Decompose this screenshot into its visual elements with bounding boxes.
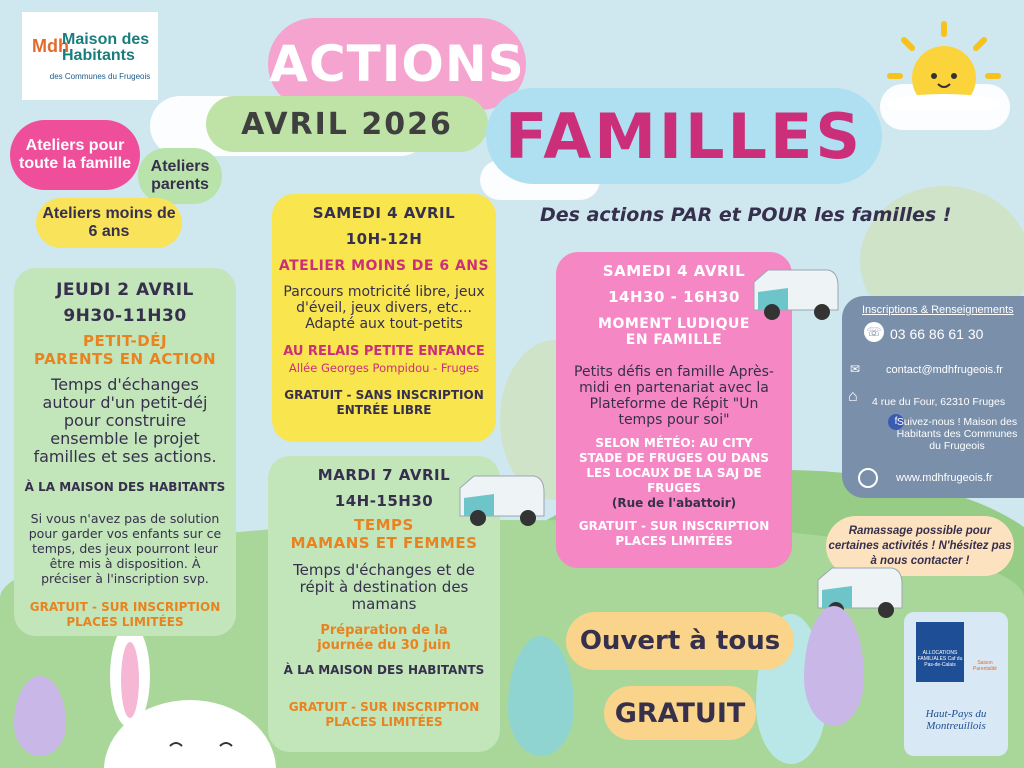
contact-website[interactable]: www.mdhfrugeois.fr (896, 472, 993, 484)
event-time: 9H30-11H30 (63, 306, 187, 326)
logo-title: Maison des Habitants (62, 31, 150, 64)
event-place: À LA MAISON DES HABITANTS (283, 663, 485, 677)
logo (22, 12, 158, 100)
saison-logo: Saison Parentalité (973, 660, 997, 672)
event-time: 10H-12H (345, 230, 423, 248)
contact-heading: Inscriptions & Renseignements (862, 304, 1014, 316)
globe-icon (858, 468, 878, 488)
event-title: PARENTS EN ACTION (33, 350, 217, 368)
open-to-all-badge: Ouvert à tous (566, 612, 794, 670)
event-card-samedi-atelier (272, 194, 496, 442)
tag-parents: Ateliers parents (138, 148, 222, 204)
event-place: À LA MAISON DES HABITANTS (24, 480, 226, 494)
event-time: 14H30 - 16H30 (608, 288, 740, 306)
event-date: JEUDI 2 AVRIL (56, 280, 194, 300)
sun-icon (884, 20, 1004, 110)
home-icon: ⌂ (848, 388, 858, 405)
event-date: MARDI 7 AVRIL (317, 466, 451, 484)
event-place: AU RELAIS PETITE ENFANCE (283, 344, 485, 359)
van-icon (454, 468, 550, 532)
event-description: Petits défis en famille Après-midi en partenariat avec la Plateforme de Répit "Un temps pour soi" (574, 364, 774, 428)
facebook-icon[interactable]: f (888, 414, 904, 430)
event-title: MOMENT LUDIQUE (598, 316, 750, 332)
event-price: GRATUIT - SANS INSCRIPTION (284, 388, 484, 402)
caf-logo: ALLOCATIONS FAMILIALES Caf du Pas-de-Calais (916, 622, 964, 682)
event-entry: ENTRÉE LIBRE (336, 403, 432, 417)
free-badge: GRATUIT (604, 686, 756, 740)
contact-panel (842, 296, 1024, 498)
pickup-text: Ramassage possible pour certaines activités ! N'hésitez pas à nous contacter ! (828, 524, 1012, 567)
event-title: PETIT-DÉJ (82, 332, 168, 350)
contact-follow: Suivez-nous ! Maison des Habitants des Communes du Frugeois (896, 416, 1018, 452)
event-price: GRATUIT - SUR INSCRIPTION (29, 600, 221, 614)
event-places: PLACES LIMITÉES (615, 534, 733, 548)
title-month: AVRIL 2026 (206, 96, 488, 152)
logo-subtitle: des Communes du Frugeois (49, 72, 151, 81)
logo-mark: Mdh (32, 36, 69, 56)
event-title: ATELIER MOINS DE 6 ANS (278, 258, 490, 274)
event-title: MAMANS ET FEMMES (290, 534, 478, 552)
event-prep: Préparation de la journée du 30 juin (317, 623, 451, 653)
event-date: SAMEDI 4 AVRIL (602, 262, 746, 280)
title-familles: FAMILLES (486, 88, 882, 184)
mail-icon: ✉ (850, 362, 861, 376)
contact-phone[interactable]: 03 66 86 61 30 (890, 326, 984, 342)
contact-address: 4 rue du Four, 62310 Fruges (872, 396, 1006, 408)
event-description: Temps d'échanges et de répit à destination des mamans (293, 561, 475, 613)
tagline: Des actions PAR et POUR les familles ! (540, 204, 952, 226)
event-title: EN FAMILLE (625, 332, 723, 348)
event-street: (Rue de l'abattoir) (611, 496, 737, 510)
event-card-jeudi (14, 268, 236, 636)
event-places: PLACES LIMITÉES (325, 715, 443, 729)
van-icon (748, 262, 844, 326)
tag-under-6: Ateliers moins de 6 ans (36, 198, 182, 248)
event-time: 14H-15H30 (334, 492, 434, 510)
event-description: Temps d'échanges autour d'un petit-déj pour construire ensemble le projet familles et ses actions. (33, 375, 217, 466)
partners-panel (904, 612, 1008, 756)
event-address: Allée Georges Pompidou - Fruges (288, 361, 480, 375)
event-places: PLACES LIMITÉES (66, 615, 184, 629)
title-actions: ACTIONS (268, 18, 526, 110)
event-date: SAMEDI 4 AVRIL (312, 204, 456, 222)
phone-icon: ☏ (864, 322, 884, 342)
tag-family: Ateliers pour toute la famille (10, 120, 140, 190)
hpm-logo: Haut-Pays du Montreuillois (925, 708, 987, 732)
contact-email[interactable]: contact@mdhfrugeois.fr (886, 364, 1003, 376)
event-description: Parcours motricité libre, jeux d'éveil, jeux divers, etc... Adapté aux tout-petits (283, 284, 485, 332)
event-price: GRATUIT - SUR INSCRIPTION (578, 519, 770, 533)
event-note: Si vous n'avez pas de solution pour garder vos enfants sur ce temps, des jeux pourront leur être mis à disposition. À préciser à l'inscription svp. (28, 511, 222, 586)
event-place: SELON MÉTÉO: AU CITY STADE DE FRUGES OU DANS LES LOCAUX DE LA SAJ DE FRUGES (579, 436, 769, 495)
bunny-illustration (90, 636, 280, 768)
event-price: GRATUIT - SUR INSCRIPTION (288, 700, 480, 714)
event-title: TEMPS (354, 516, 414, 534)
